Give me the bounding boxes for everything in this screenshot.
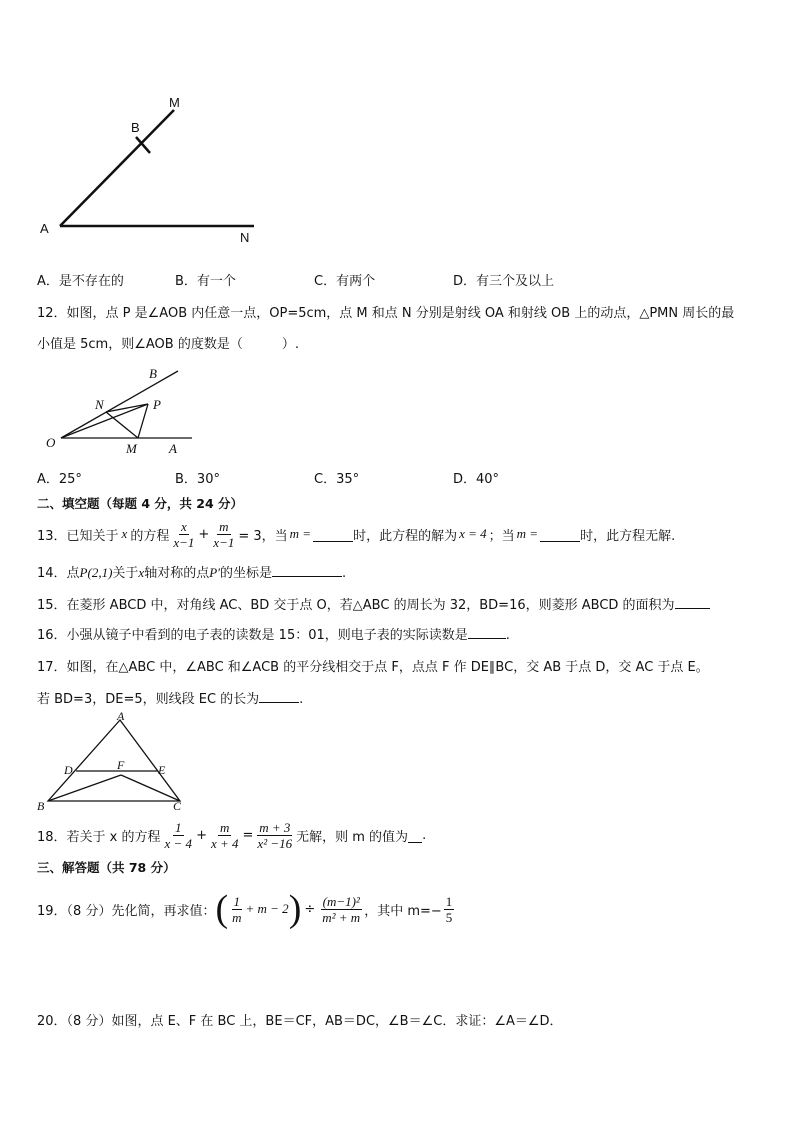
q14-point-prime: P′ [209, 565, 221, 580]
q12-line2: 小值是 5cm，则∠AOB 的度数是（ ）. [37, 337, 299, 352]
q18-plus: + [196, 827, 207, 843]
q15-text: 15．在菱形 ABCD 中，对角线 AC、BD 交于点 O，若△ABC 的周长为 32，BD=16，则菱形 ABCD 的面积为 [37, 598, 675, 613]
q13-blank-1 [313, 527, 353, 542]
q19-paren-close: ) [288, 888, 302, 930]
q12-line1: 12．如图，点 P 是∠AOB 内任意一点，OP=5cm，点 M 和点 N 分别是射线 OA 和射线 OB 上的动点，△PMN 周长的最 [37, 306, 735, 321]
q13-text-c: = 3，当 [238, 528, 288, 544]
q18 [37, 814, 426, 856]
q13-m2: m = [516, 526, 539, 541]
q19-fraction-1: $\frac{1}{m}$ [232, 893, 242, 925]
q13-plus: + [198, 526, 210, 542]
q13 [37, 514, 675, 554]
q16 [37, 624, 510, 643]
label-tri-a: A [117, 709, 125, 723]
q20: 20．（8 分）如图，点 E、F 在 BC 上，BE＝CF，AB＝DC，∠B＝∠C．求证：∠A＝∠D． [37, 1014, 563, 1029]
q11-option-d: D．有三个及以上 [453, 274, 555, 289]
figure-angle-mbn [30, 90, 270, 250]
q13-m1: m = [289, 526, 312, 541]
q13-fraction-1: $\frac{x}{x-1}$ [173, 518, 195, 550]
label-p2: P [153, 397, 161, 412]
q14-text-c: 关于 [112, 566, 139, 581]
q11-option-a: A．是不存在的 [37, 274, 124, 289]
q13-text-e: x = 4 [459, 526, 487, 541]
q13-text-g: 时，此方程无解. [580, 528, 676, 544]
q19-div: ÷ [304, 901, 316, 917]
q16-end: . [505, 628, 510, 643]
q17-line1: 17．如图，在△ABC 中，∠ABC 和∠ACB 的平分线相交于点 F，点点 F 作 DE∥BC，交 AB 于点 D，交 AC 于点 E。 [37, 660, 709, 675]
q17-blank [259, 688, 299, 703]
ray-am [60, 110, 174, 226]
q19-paren-open: ( [215, 888, 229, 930]
q13-text-a: 13．已知关于 [37, 528, 119, 544]
label-a: A [40, 221, 49, 236]
q18-fraction-3: $\frac{m + 3}{\text{x² −16}}$ [257, 819, 293, 851]
q16-text: 16．小强从镜子中看到的电子表的读数是 15：01，则电子表的实际读数是 [37, 628, 468, 643]
q17-text: 若 BD=3，DE=5，则线段 EC 的长为 [37, 692, 260, 707]
q14-axis: x [138, 565, 145, 580]
q18-end: . [422, 827, 427, 843]
q18-text-b: 无解，则 m 的值为 [296, 829, 409, 845]
q11-option-b: B．有一个 [175, 274, 236, 289]
q14-point: P(2,1) [79, 565, 113, 580]
q19-fraction-2: $\frac{\text{(m−1)²}}{\text{m² + m}}$ [322, 893, 361, 925]
q14-blank [272, 562, 342, 577]
q13-blank-2 [540, 527, 580, 542]
q16-blank [468, 624, 506, 639]
q18-fraction-2: $\frac{m}{x + 4}$ [210, 819, 239, 851]
label-m2: M [126, 441, 137, 456]
q13-text-f: ；当 [488, 528, 515, 544]
q19-text-b: ，其中 m=− [364, 903, 442, 919]
q14-text-a: 14．点 [37, 566, 80, 581]
q14-text-e: 轴对称的点 [144, 566, 210, 581]
figure-angle-aob [40, 360, 210, 460]
q14-text-h: . [342, 566, 347, 581]
q13-text-b: 的方程 [130, 528, 170, 544]
q13-var-x: x [121, 526, 128, 541]
q12-option-a: A．25° [37, 472, 82, 487]
q18-text-a: 18．若关于 x 的方程 [37, 829, 161, 845]
q12-option-b: B．30° [175, 472, 220, 487]
label-m: M [169, 95, 180, 110]
q19 [37, 884, 456, 934]
q14 [37, 562, 346, 581]
q13-fraction-2: $\frac{m}{x-1}$ [213, 518, 235, 550]
q15 [37, 594, 710, 613]
section-2-heading: 二、填空题（每题 4 分，共 24 分） [37, 496, 244, 511]
q18-eq: = [242, 827, 254, 843]
q15-blank [675, 594, 710, 609]
label-b2: B [149, 366, 157, 381]
q13-text-d: 时，此方程的解为 [353, 528, 458, 544]
label-tri-c: C [173, 799, 182, 813]
q18-fraction-1: $\frac{1}{x - 4}$ [164, 819, 193, 851]
label-tri-e: E [158, 763, 166, 777]
q19-text-a: 19．（8 分）先化简，再求值： [37, 903, 216, 919]
section-3-heading: 三、解答题（共 78 分） [37, 860, 176, 875]
label-tri-d: D [64, 763, 73, 777]
q19-mid: + m − 2 [245, 901, 289, 916]
q12-option-d: D．40° [453, 472, 500, 487]
label-n: N [240, 230, 250, 245]
q14-text-g: 的坐标是 [220, 566, 273, 581]
q17-line2 [37, 688, 303, 707]
label-tri-f: F [117, 758, 125, 772]
label-b: B [131, 120, 140, 135]
label-a2: A [169, 441, 177, 456]
q18-blank [408, 828, 422, 843]
q17-end: . [299, 692, 304, 707]
q11-option-c: C．有两个 [314, 274, 376, 289]
label-n2: N [95, 397, 104, 412]
label-o2: O [46, 435, 56, 450]
q12-option-c: C．35° [314, 472, 360, 487]
q19-fraction-3: $\frac{1}{5}$ [445, 893, 453, 925]
label-tri-b: B [37, 799, 45, 813]
